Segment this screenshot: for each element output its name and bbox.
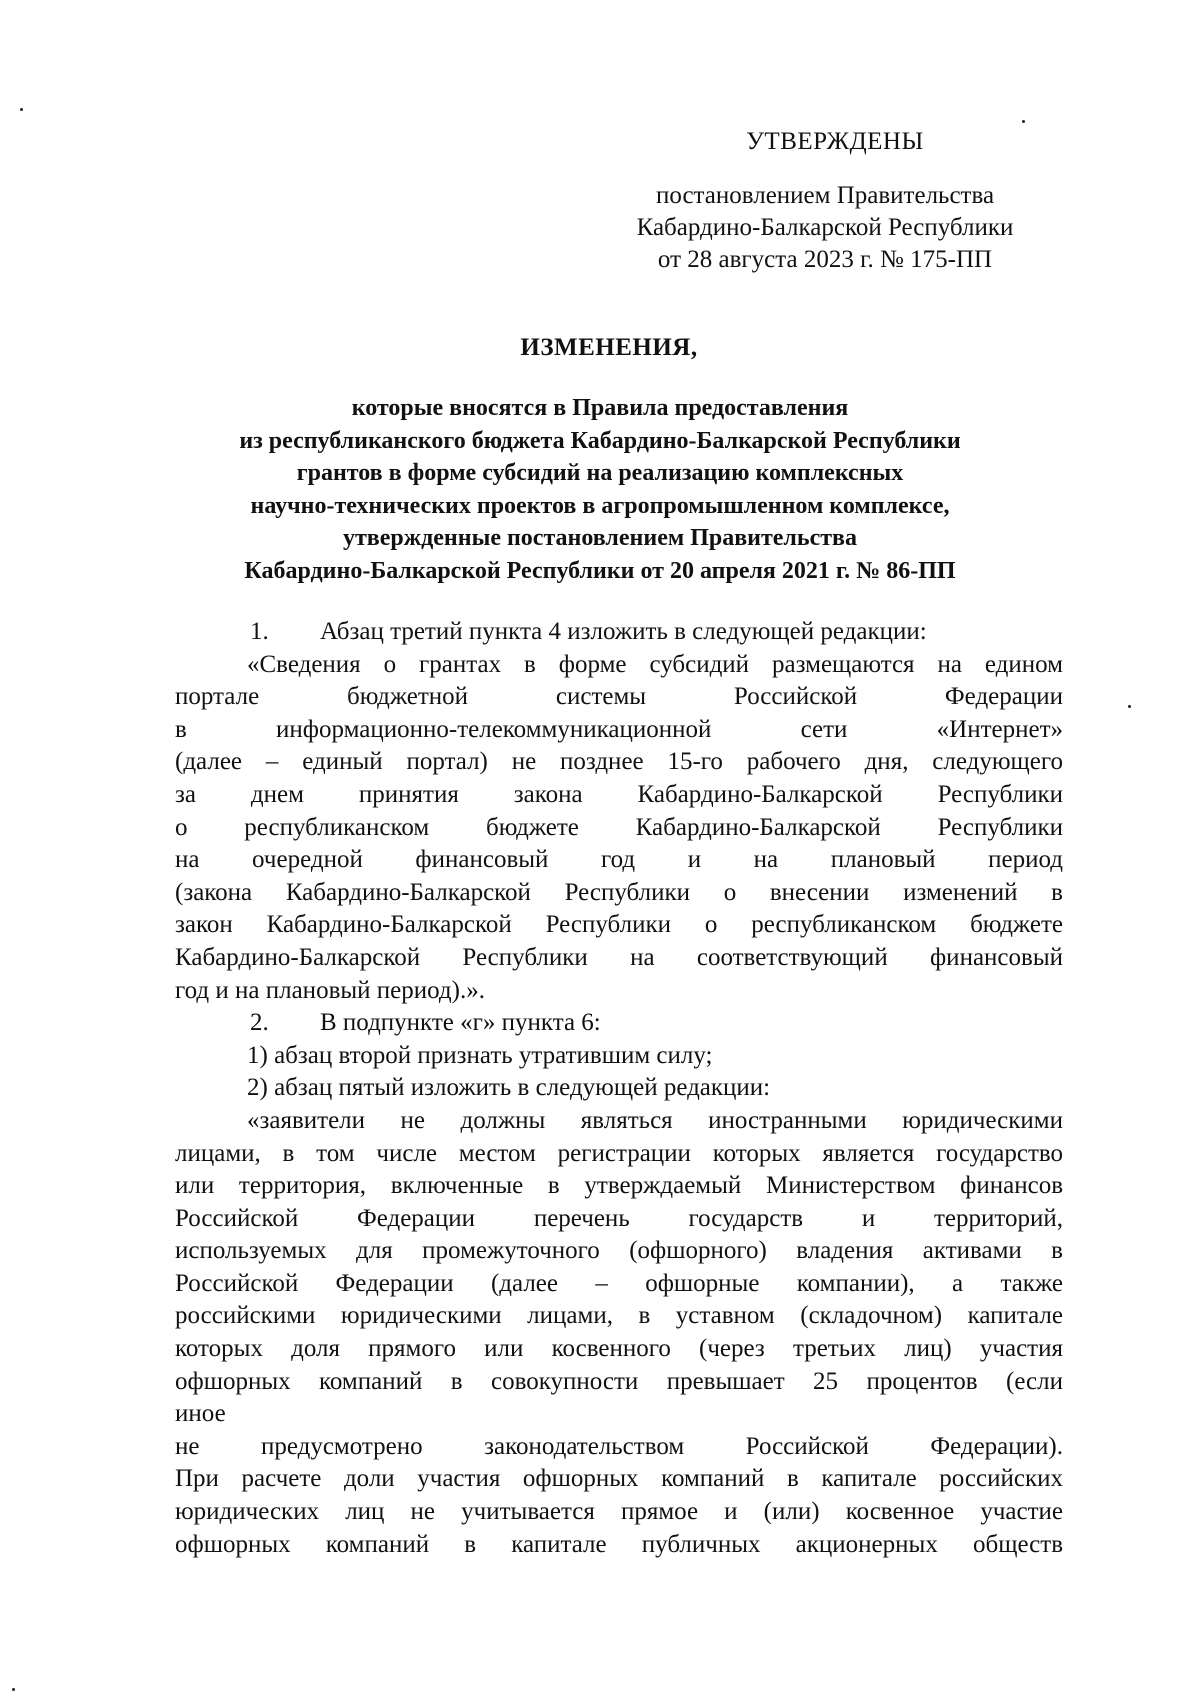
text-line: год и на плановый период).». [175,976,485,1004]
item-heading-text: В подпункте «г» пункта 6: [320,1009,601,1037]
text-line: на очередной финансовый год и на плановый период [175,846,1063,874]
scan-speck [1022,120,1025,123]
text-line: офшорных компаний в капитале публичных акционерных обществ [175,1530,1063,1558]
text-line: портале бюджетной системы Российской Федерации [175,683,1063,711]
text-line: офшорных компаний в совокупности превышает 25 процентов (если [175,1367,1063,1395]
approval-line: постановлением Правительства [655,182,995,209]
text-line: о республиканском бюджете Кабардино-Балкарской Республики [175,813,1063,841]
subtitle-line: научно-технических проектов в агропромышленном комплексе, [250,492,950,519]
text-line: иное [175,1400,226,1428]
item-number: 1. [250,618,269,645]
text-line: (закона Кабардино-Балкарской Республики о внесении изменений в [175,878,1063,906]
approval-line: Кабардино-Балкарской Республики [636,214,1014,241]
scan-speck [1128,705,1131,708]
text-line: в информационно-телекоммуникационной сети «Интернет» [175,715,1063,743]
item-heading [175,1007,1063,1040]
scan-speck [20,108,23,111]
text-line: «заявители не должны являться иностранными юридическими [247,1106,1063,1134]
subtitle-line: которые вносятся в Правила предоставления [351,395,849,421]
text-line: При расчете доли участия офшорных компаний в капитале российских [175,1465,1063,1493]
text-line: Российской Федерации перечень государств и территорий, [175,1204,1063,1232]
document-title: ИЗМЕНЕНИЯ, [520,334,698,361]
subtitle-line: утвержденные постановлением Правительства [342,525,857,551]
text-line: лицами, в том числе местом регистрации которых является государство [175,1139,1063,1167]
text-line: или территория, включенные в утверждаемый Министерством финансов [175,1172,1063,1200]
text-line: используемых для промежуточного (офшорного) владения активами в [175,1237,1063,1265]
text-line: «Сведения о грантах в форме субсидий размещаются на едином [247,650,1063,678]
text-line: за днем принятия закона Кабардино-Балкарской Республики [175,780,1063,808]
text-line: закон Кабардино-Балкарской Республики о республиканском бюджете [175,911,1063,939]
item-heading [175,616,1063,649]
subitem-line: 1) абзац второй признать утратившим силу; [247,1041,713,1069]
text-line: Кабардино-Балкарской Республики на соответствующий финансовый [175,943,1063,971]
text-line: российскими юридическими лицами, в уставном (складочном) капитале [175,1302,1063,1330]
subtitle-line: Кабардино-Балкарской Республики от 20 апреля 2021 г. № 86-ПП [244,557,956,584]
document-body [175,616,1063,1561]
approval-heading: УТВЕРЖДЕНЫ [746,128,924,155]
subtitle-line: из республиканского бюджета Кабардино-Балкарской Республики [239,427,961,454]
text-line: Российской Федерации (далее – офшорные компании), а также [175,1269,1063,1297]
text-line: юридических лиц не учитывается прямое и (или) косвенное участие [175,1498,1063,1526]
approval-block [590,126,1060,276]
item-heading-text: Абзац третий пункта 4 изложить в следующей редакции: [320,618,927,645]
subitem-line: 2) абзац пятый изложить в следующей редакции: [247,1074,771,1102]
approval-line: от 28 августа 2023 г. № 175-ПП [657,246,993,273]
subtitle-line: грантов в форме субсидий на реализацию комплексных [296,460,904,486]
document-subtitle [150,392,1050,587]
text-line: которых доля прямого или косвенного (через третьих лиц) участия [175,1335,1063,1363]
item-number: 2. [250,1009,269,1037]
text-line: (далее – единый портал) не позднее 15-го рабочего дня, следующего [175,748,1063,776]
text-line: не предусмотрено законодательством Российской Федерации). [175,1432,1063,1460]
scan-speck [12,1688,15,1691]
